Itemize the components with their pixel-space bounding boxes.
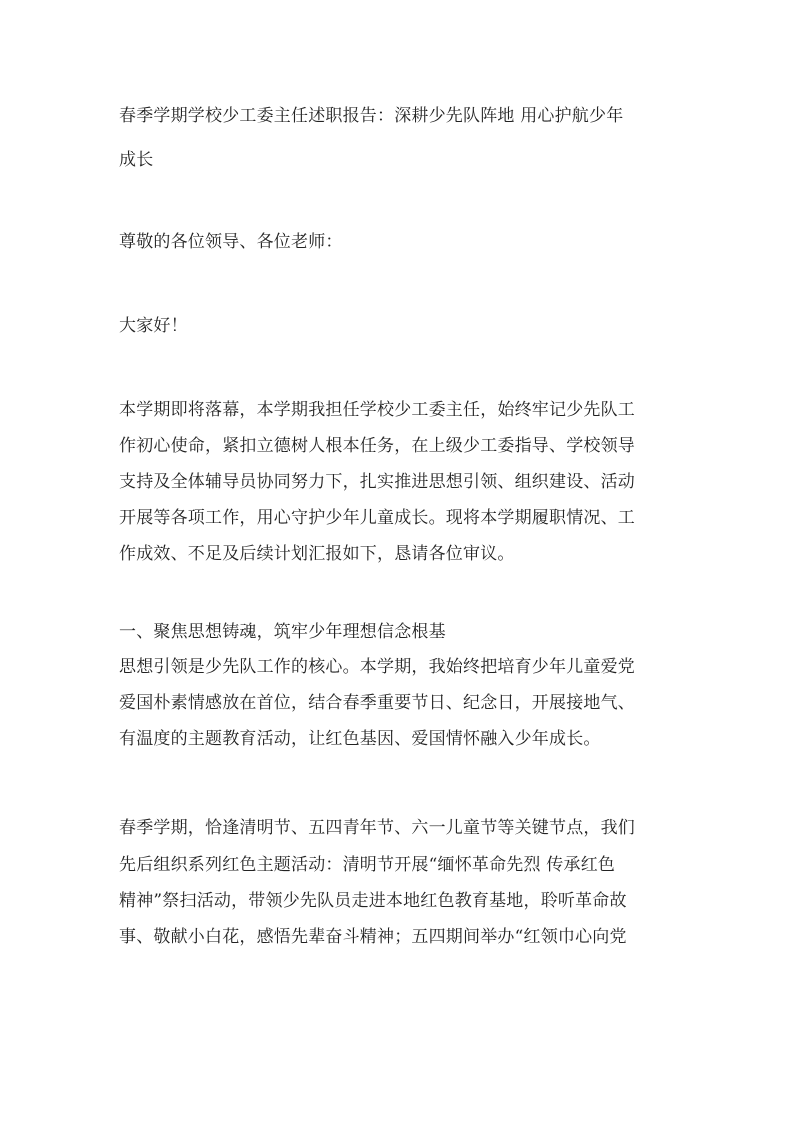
paragraph-2-line-3: 精神”祭扫活动，带领少先队员走进本地红色教育基地，聆听革命故 bbox=[119, 891, 627, 911]
intro-paragraph-line-4: 开展等各项工作，用心守护少年儿童成长。现将本学期履职情况、工 bbox=[119, 508, 635, 528]
section-1-line-1: 思想引领是少先队工作的核心。本学期，我始终把培育少年儿童爱党 bbox=[119, 657, 635, 677]
paragraph-2-line-2: 先后组织系列红色主题活动：清明节开展“缅怀革命先烈 传承红色 bbox=[119, 855, 616, 875]
intro-paragraph-line-3: 支持及全体辅导员协同努力下，扎实推进思想引领、组织建设、活动 bbox=[119, 472, 635, 492]
greeting: 大家好！ bbox=[119, 316, 188, 336]
intro-paragraph-line-2: 作初心使命，紧扣立德树人根本任务，在上级少工委指导、学校领导 bbox=[119, 436, 635, 456]
salutation: 尊敬的各位领导、各位老师： bbox=[119, 232, 343, 252]
intro-paragraph-line-1: 本学期即将落幕，本学期我担任学校少工委主任，始终牢记少先队工 bbox=[119, 400, 635, 420]
intro-paragraph-line-5: 作成效、不足及后续计划汇报如下，恳请各位审议。 bbox=[119, 544, 515, 564]
paragraph-2-line-1: 春季学期，恰逢清明节、五四青年节、六一儿童节等关键节点，我们 bbox=[119, 818, 635, 838]
report-title-line-1: 春季学期学校少工委主任述职报告：深耕少先队阵地 用心护航少年 bbox=[119, 106, 624, 126]
report-title-line-2: 成长 bbox=[119, 150, 154, 170]
paragraph-2-line-4: 事、敬献小白花，感悟先辈奋斗精神；五四期间举办“红领巾心向党 bbox=[119, 927, 627, 947]
section-1-heading: 一、聚焦思想铸魂，筑牢少年理想信念根基 bbox=[119, 622, 446, 642]
section-1-line-2: 爱国朴素情感放在首位，结合春季重要节日、纪念日，开展接地气、 bbox=[119, 693, 635, 713]
section-1-line-3: 有温度的主题教育活动，让红色基因、爱国情怀融入少年成长。 bbox=[119, 729, 601, 749]
